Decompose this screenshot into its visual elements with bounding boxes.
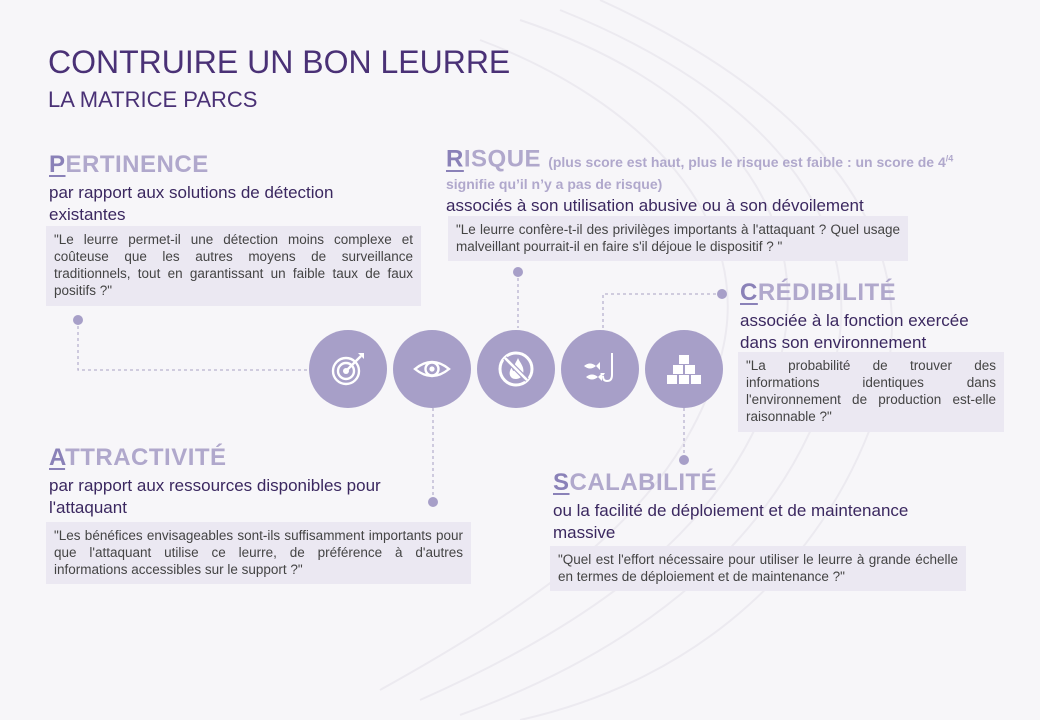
boxes-icon-circle	[645, 330, 723, 408]
attractivite-quote: "Les bénéfices envisageables sont-ils suffisamment importants pour que l'attaquant utilise ce leurre, de préférence à d'autres informations accessibles sur le support ?"	[46, 522, 471, 584]
boxes-icon	[664, 349, 704, 389]
risque-note	[548, 154, 953, 170]
scalabilite-heading-rest: CALABILITÉ	[569, 469, 718, 496]
risque-note-line-2: signifie qu’il n’y a pas de risque)	[446, 175, 663, 192]
eye-icon	[412, 349, 452, 389]
eye-icon-circle	[393, 330, 471, 408]
risque-note-part-a: (plus score est haut, plus le risque est faible : un score de 4	[548, 153, 946, 170]
scalabilite-block	[553, 468, 973, 544]
pertinence-connector	[78, 320, 312, 370]
attractivite-block	[49, 443, 389, 519]
scalabilite-initial: S	[553, 469, 570, 496]
no-fire-icon-circle	[477, 330, 555, 408]
credibilite-quote: "La probabilité de trouver des informations identiques dans l'environnement de production est-elle raisonnable ?"	[738, 352, 1004, 432]
risque-heading	[446, 144, 966, 176]
pertinence-quote: "Le leurre permet-il une détection moins complexe et coûteuse que les autres moyens de surveillance traditionnels, tout en garantissant un faible taux de faux positifs ?"	[46, 226, 421, 306]
pertinence-description: par rapport aux solutions de détection existantes	[49, 183, 334, 224]
pertinence-heading-rest: ERTINENCE	[65, 151, 209, 178]
credibilite-heading-rest: RÉDIBILITÉ	[757, 279, 897, 306]
credibilite-block	[740, 278, 1000, 354]
credibilite-connector	[603, 294, 722, 328]
attractivite-heading-rest: TTRACTIVITÉ	[65, 444, 227, 471]
scalabilite-description: ou la facilité de déploiement et de maintenance massive	[553, 501, 909, 542]
risque-quote: "Le leurre confère-t-il des privilèges importants à l'attaquant ? Quel usage malveillant pourrait-il en faire s'il déjoue le dispositif ? "	[448, 216, 908, 261]
attractivite-heading	[49, 443, 389, 473]
no-fire-icon	[496, 349, 536, 389]
page-title: CONTRUIRE UN BON LEURRE	[48, 44, 511, 80]
fish-hook-icon-circle	[561, 330, 639, 408]
risque-description: associés à son utilisation abusive ou à son dévoilement	[446, 195, 864, 215]
pertinence-initial: P	[49, 151, 66, 178]
risque-dot	[513, 267, 523, 277]
fish-hook-icon	[580, 349, 620, 389]
risque-initial: R	[446, 145, 464, 173]
pertinence-heading	[49, 150, 379, 180]
attractivite-initial: A	[49, 444, 66, 471]
page-subtitle: LA MATRICE PARCS	[48, 87, 258, 112]
credibilite-dot	[717, 289, 727, 299]
pertinence-dot	[73, 315, 83, 325]
pertinence-block	[49, 150, 379, 226]
credibilite-description: associée à la fonction exercée dans son environnement	[740, 311, 969, 352]
risque-block	[446, 144, 966, 217]
attractivite-description: par rapport aux ressources disponibles pour l'attaquant	[49, 476, 381, 517]
scalabilite-heading	[553, 468, 973, 498]
credibilite-initial: C	[740, 279, 758, 306]
scalabilite-quote: "Quel est l'effort nécessaire pour utiliser le leurre à grande échelle en termes de déploiement et de maintenance ?"	[550, 546, 966, 591]
credibilite-heading	[740, 278, 1000, 308]
risque-note-sup: /4	[945, 153, 954, 163]
risque-heading-rest: ISQUE	[463, 145, 542, 173]
target-icon-circle	[309, 330, 387, 408]
scalabilite-dot	[679, 455, 689, 465]
attractivite-dot	[428, 497, 438, 507]
target-icon	[328, 349, 368, 389]
